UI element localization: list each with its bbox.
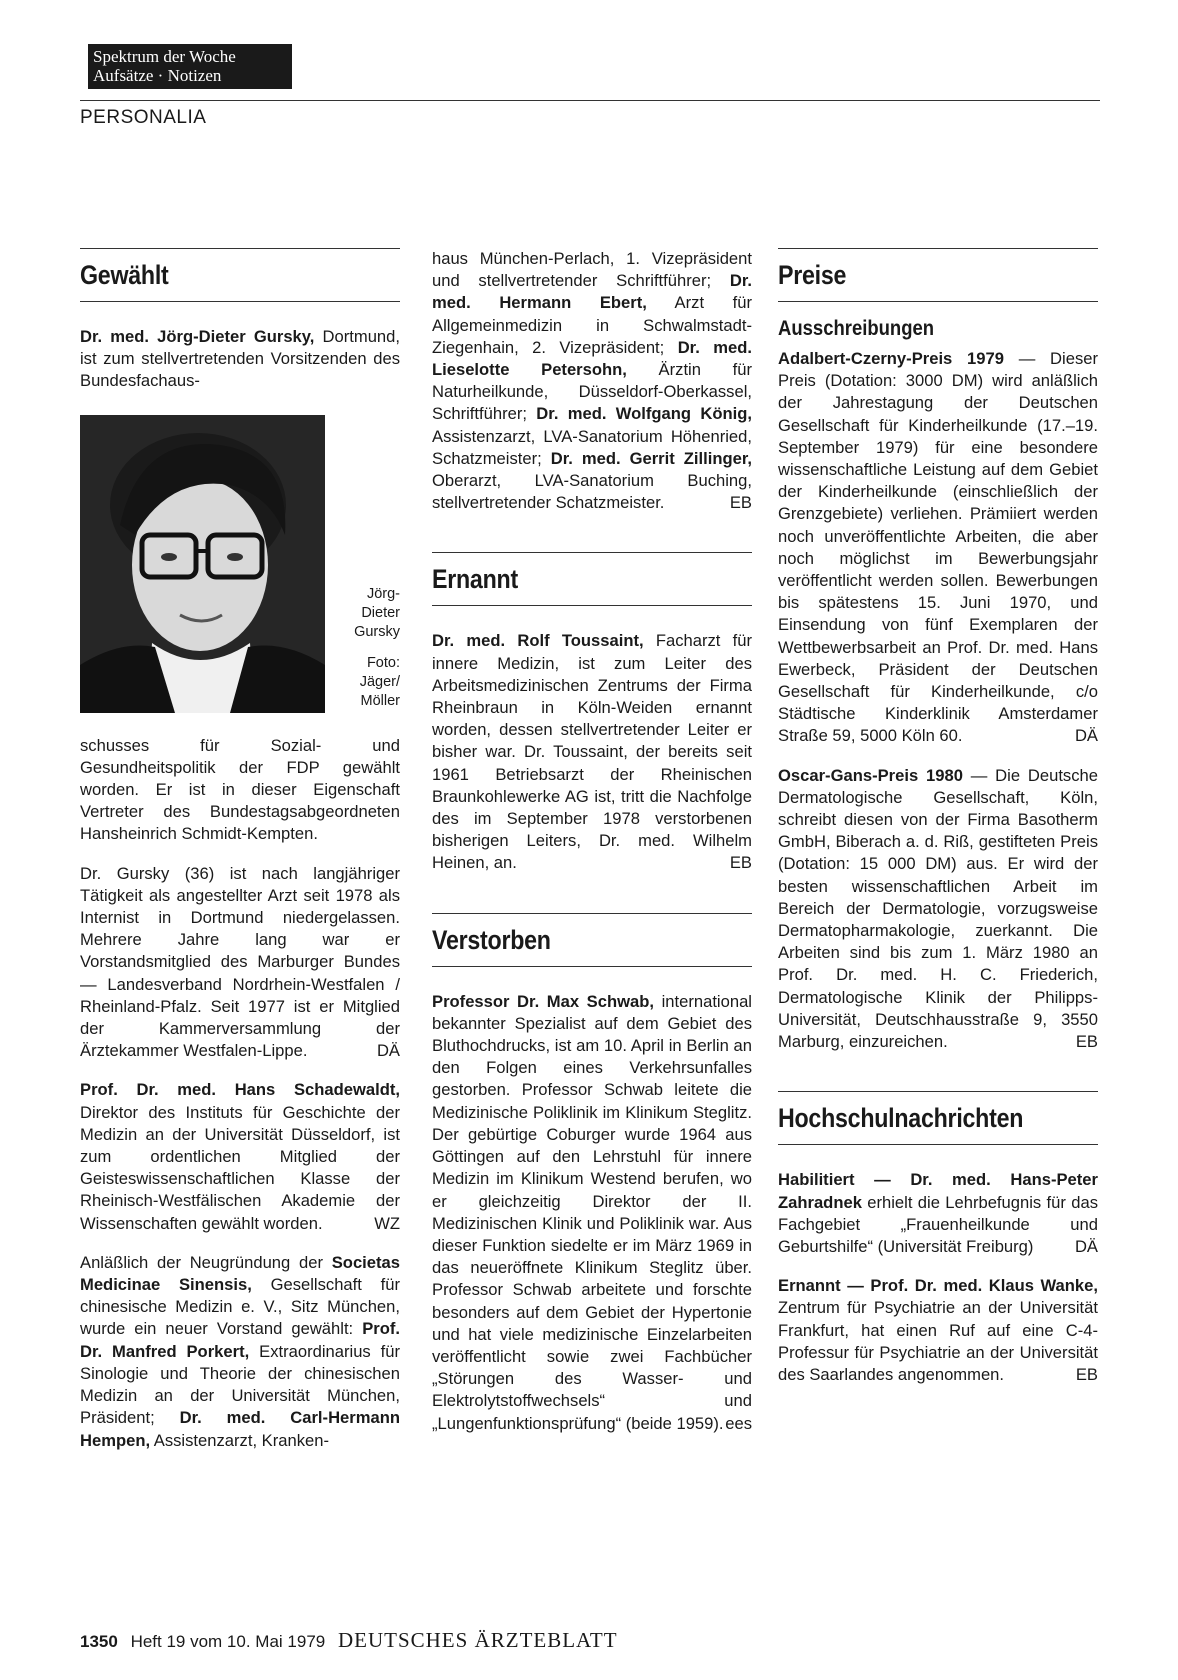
article-text: — Dieser Preis (Dotation: 3000 DM) wird anläßlich der Jahrestagung der Deutschen Gesellschaft für Kinderheilkunde (17.–19. September 1979) für eine besondere wissenschaftliche Leistung auf dem Gebiet der Kinderheilkunde (einschließlich der Grenzgebiete) verliehen. Prämiiert werden noch unveröffentlichte Arbeiten, die aber noch möglichst im Bewerbungsjahr veröffentlicht werden sollen. Bewerbungen bis spätestens 15. Juni 1970, und Einsendung von fünf Exemplaren der Wettbewerbsarbeit an Prof. Dr. med. Hans Ewerbeck, Präsident der Deutschen Gesellschaft für Kinderheilkunde, c/o Städtische Kinderklinik Amsterdamer Straße 59, 5000 Köln 60. (778, 349, 1098, 746)
author-signature: DÄ (376, 1041, 400, 1061)
photo-row (80, 415, 400, 713)
article-zahradnek (778, 1169, 1098, 1258)
header-rule (80, 100, 1100, 101)
rule (432, 605, 752, 606)
page-footer (80, 1628, 618, 1653)
author-signature: WZ (374, 1213, 400, 1233)
article-schwab (432, 991, 752, 1435)
article-text: Assistenzarzt, LVA-Sanatorium Höhenried, Schatzmeister; (432, 426, 752, 468)
article-text: Direktor des Instituts für Geschichte der Medizin an der Universität Düsseldorf, ist zum ordentlichen Mitglied der Geisteswissenschaftlichen Klasse der Rheinisch-Westfälischen Akademie der Wissenschaften gewählt worden. (80, 1102, 400, 1233)
person-name: Dr. med. Gerrit Zillinger, (550, 448, 752, 468)
heading-hochschulnachrichten: Hochschulnachrichten (778, 1103, 1024, 1134)
article-societas (80, 1252, 400, 1452)
rule (432, 966, 752, 967)
rule (80, 301, 400, 302)
section-label: PERSONALIA (80, 107, 207, 128)
person-name: Prof. Dr. Manfred Porkert, (80, 1319, 400, 1361)
rule (80, 248, 400, 249)
person-name: Dr. med. Jörg-Dieter Gursky, (80, 327, 315, 346)
article-text: Dortmund, ist zum stellvertretenden Vorsitzenden des Bundesfachaus- (80, 327, 401, 391)
photo-caption (340, 585, 400, 713)
article-text: — Die Deutsche Dermatologische Gesellschaft, Köln, schreibt diesen von der Firma Basotherm GmbH, Biberach a. d. Riß, gestifteten Preis (Dotation: 15 000 DM) aus. Er wird der besten wissenschaftlichen Arbeit im Bereich der Dermatologie, vorzugsweise Dermatopharmakologie, zuerkannt. Die Arbeiten sind bis zum 1. März 1980 an Prof. Dr. med. H. C. Friederich, Dermatologische Klinik der Philipps-Universität, Deutschhausstraße 9, 3550 Marburg, einzureichen. (778, 765, 1098, 1052)
article-schadewaldt (80, 1079, 400, 1234)
column-3 (778, 248, 1098, 1403)
rule (778, 1091, 1098, 1092)
article-gans-preis (778, 765, 1098, 1054)
rule (778, 248, 1098, 249)
person-name: Ernannt — Prof. Dr. med. Klaus Wanke, (778, 1276, 1098, 1296)
author-signature: DÄ (1074, 1236, 1098, 1256)
subheading-ausschreibungen: Ausschreibungen (778, 317, 935, 340)
prize-name: Adalbert-Czerny-Preis 1979 (778, 349, 1004, 368)
issue-info: Heft 19 vom 10. Mai 1979 (130, 1632, 326, 1651)
article-text: Anläßlich der Neugründung der (80, 1252, 332, 1272)
org-name: Societas Medicinae Sinensis, (80, 1252, 400, 1295)
rule (778, 301, 1098, 302)
person-name: Dr. med. Hermann Ebert, (432, 271, 752, 313)
article-text: erhielt die Lehrbefugnis für das Fachgebiet „Frauenheilkunde und Geburtshilfe“ (Universität Freiburg) (778, 1192, 1098, 1256)
article-toussaint (432, 630, 752, 874)
article-text: Zentrum für Psychiatrie an der Universität Frankfurt, hat einen Ruf auf eine C-4-Professur für Psychiatrie an der Universität des Saarlandes angenommen. (778, 1298, 1098, 1384)
prize-name: Oscar-Gans-Preis 1980 (778, 765, 963, 785)
article-text: Gesellschaft für chinesische Medizin e. V., Sitz München, wurde ein neuer Vorstand gewählt: (80, 1275, 400, 1339)
person-name: Dr. med. Wolfgang König, (536, 404, 752, 424)
article-text: haus München-Perlach, 1. Vizepräsident und stellvertretender Schriftführer; (432, 249, 752, 291)
section-header-box (88, 44, 292, 89)
person-name: Dr. med. Lieselotte Petersohn, (432, 337, 752, 380)
article-wanke (778, 1275, 1098, 1386)
heading-ernannt: Ernannt (432, 564, 518, 595)
person-name: Professor Dr. Max Schwab, (432, 991, 654, 1011)
article-text: Facharzt für innere Medizin, ist zum Leiter des Arbeitsmedizinischen Zentrums der Firma Rheinbraun in Köln-Weiden ernannt worden, dessen stellvertretender Leiter er bisher war. Dr. Toussaint, der bereits seit 1961 Betriebsarzt der Rheinischen Braunkohlewerke AG ist, tritt die Nachfolge des im September 1978 verstorbenen bisherigen Leiters, Dr. med. Wilhelm Heinen, an. (432, 631, 752, 873)
caption-credit: Foto: Jäger/ Möller (359, 654, 400, 709)
article-text: Ärztin für Naturheilkunde, Düsseldorf-Oberkassel, Schriftführer; (432, 360, 752, 424)
column-2 (432, 248, 752, 1452)
article-czerny-preis (778, 348, 1098, 748)
author-signature: EB (729, 853, 752, 873)
article-text: Extraordinarius für Sinologie und Theorie der chinesischen Medizin an der Universität München, Präsident; (80, 1341, 401, 1428)
article-gursky-bio (80, 863, 400, 1063)
article-gursky-cont: schusses für Sozial- und Gesundheitspolitik der FDP gewählt worden. Er ist in dieser Eigenschaft Vertreter des Bundestagsabgeordneten Hansheinrich Schmidt-Kempten. (80, 735, 400, 844)
header-line2: Aufsätze · Notizen (93, 66, 222, 85)
author-signature: DÄ (1074, 726, 1098, 746)
magazine-name: DEUTSCHES ÄRZTEBLATT (337, 1628, 618, 1652)
article-text: Oberarzt, LVA-Sanatorium Buching, stellvertretender Schatzmeister. (432, 471, 752, 513)
article-societas-cont (432, 248, 752, 514)
rule (432, 913, 752, 914)
rule (432, 552, 752, 553)
author-signature: EB (729, 493, 752, 513)
author-signature: EB (1075, 1032, 1098, 1052)
person-name: Prof. Dr. med. Hans Schadewaldt, (80, 1080, 400, 1100)
article-gursky-intro (80, 326, 400, 393)
column-1 (80, 248, 400, 1469)
heading-verstorben: Verstorben (432, 924, 551, 955)
heading-preise: Preise (778, 260, 847, 290)
heading-gewaehlt: Gewählt (80, 260, 169, 290)
article-text: Dr. Gursky (36) ist nach langjähriger Tätigkeit als angestellter Arzt seit 1978 als Internist in Dortmund niedergelassen. Mehrere Jahre lang war er Vorstandsmitglied des Marburger Bundes — Landesverband Nordrhein-Westfalen / Rheinland-Pfalz. Seit 1977 ist er Mitglied der Kammerversammlung der Ärztekammer Westfalen-Lippe. (80, 863, 400, 1061)
page-number: 1350 (80, 1632, 118, 1651)
caption-name: Jörg-Dieter Gursky (354, 585, 400, 640)
author-signature: EB (1075, 1364, 1098, 1384)
person-name: Habilitiert — Dr. med. Hans-Peter Zahradnek (778, 1170, 1098, 1212)
header-line1: Spektrum der Woche (93, 47, 236, 66)
article-text: international bekannter Spezialist auf dem Gebiet des Bluthochdrucks, ist am 10. April in Berlin an den Folgen eines Verkehrsunfalles gestorben. Professor Schwab leitete die Medizinische Poliklinik im Klinikum Steglitz. Der gebürtige Coburger wurde 1964 aus Göttingen auf den Lehrstuhl für innere Medizin im Klinikum Westend berufen, wo er gleichzeitig Direktor der II. Medizinischen Klinik und Poliklinik war. Aus dieser Funktion siedelte er im März 1969 in das neueröffnete Klinikum Steglitz über. Professor Schwab arbeitete und forschte besonders auf dem Gebiet der Hypertonie und hat viele medizinische Einzelarbeiten veröffentlicht sowie zwei Fachbücher „Störungen des Wasser- und Elektrolytstoffwechsels“ und „Lungenfunktionsprüfung“ (beide 1959). (432, 991, 752, 1433)
portrait-photo (80, 415, 325, 713)
article-text: Arzt für Allgemeinmedizin in Schwalmstadt-Ziegenhain, 2. Vizepräsident; (432, 293, 753, 357)
person-name: Dr. med. Rolf Toussaint, (432, 631, 644, 651)
portrait-image (80, 415, 325, 713)
rule (778, 1144, 1098, 1145)
author-signature: ees (725, 1413, 752, 1433)
article-text: Assistenzarzt, Kranken- (150, 1430, 329, 1450)
person-name: Dr. med. Carl-Hermann Hempen, (80, 1408, 400, 1450)
